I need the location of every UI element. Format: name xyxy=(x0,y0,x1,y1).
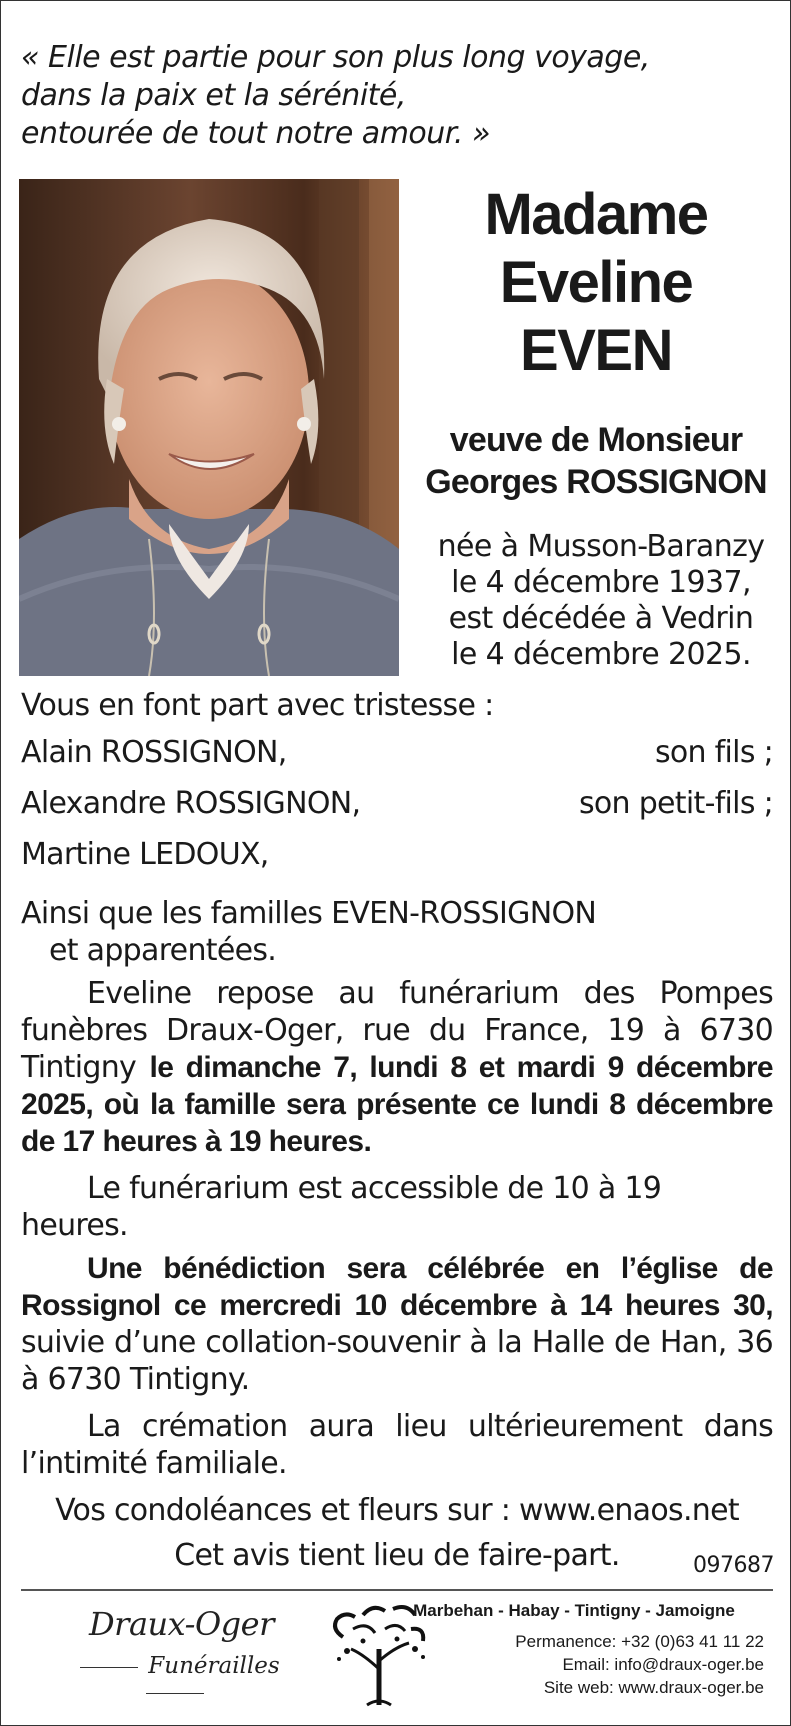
ceremony-text: suivie d’une collation-souvenir à la Halle de Han, 36 à 6730 Tintigny. xyxy=(21,1325,773,1397)
cremation-paragraph: La crémation aura lieu ultérieurement dans l’intimité familiale. xyxy=(21,1409,773,1481)
family-member-relation: son fils ; xyxy=(654,735,773,770)
family-member xyxy=(21,785,773,822)
family-member-name: Alain ROSSIGNON, xyxy=(21,735,287,770)
quote-line: entourée de tout notre amour. » xyxy=(21,116,490,151)
name-first: Eveline xyxy=(499,250,693,315)
access-paragraph: Le funérarium est accessible de 10 à 19 heures. xyxy=(21,1171,662,1243)
epigraph-quote xyxy=(21,39,781,153)
family-member-name: Alexandre ROSSIGNON, xyxy=(21,786,361,821)
families-line: et apparentées. xyxy=(49,933,277,968)
quote-line: dans la paix et la sérénité, xyxy=(21,78,406,113)
families-line: Ainsi que les familles EVEN-ROSSIGNON xyxy=(21,896,597,931)
ceremony-paragraph xyxy=(21,1250,773,1398)
repose-paragraph xyxy=(21,975,773,1160)
family-member-relation: son petit-fils ; xyxy=(578,786,773,821)
funeral-home-towns: Marbehan - Habay - Tintigny - Jamoigne xyxy=(413,1601,735,1620)
name-last: EVEN xyxy=(520,318,672,383)
quote-line: « Elle est partie pour son plus long voyage, xyxy=(21,40,650,75)
birth-death-info xyxy=(411,529,791,673)
funeral-home-contact xyxy=(364,1599,764,1699)
name-title: Madame xyxy=(484,182,708,247)
repose-dates: le dimanche 7, lundi 8 et mardi 9 décembre 2025, où la famille sera présente ce lundi 8 décembre de 17 heures à 19 heures. xyxy=(21,1051,773,1158)
birth-line: le 4 décembre 2025. xyxy=(451,637,751,672)
portrait-illustration xyxy=(19,179,399,676)
condolences-line: Vos condoléances et fleurs sur : www.enaos.net xyxy=(55,1493,739,1528)
family-member xyxy=(21,836,773,873)
reference-number: 097687 xyxy=(693,1553,774,1578)
birth-line: le 4 décembre 1937, xyxy=(451,565,751,600)
family-section xyxy=(21,687,773,1574)
footer-divider xyxy=(21,1589,773,1591)
widow-of xyxy=(401,419,791,503)
contact-phone: Permanence: +32 (0)63 41 11 22 xyxy=(515,1632,764,1651)
notice-line: Cet avis tient lieu de faire-part. xyxy=(174,1538,620,1573)
family-member xyxy=(21,734,773,771)
birth-line: née à Musson-Baranzy xyxy=(437,529,765,564)
announce-line: Vous en font part avec tristesse : xyxy=(21,688,494,723)
deceased-name xyxy=(401,181,791,385)
repose-text: Eveline repose au funérarium des Pompes funèbres Draux-Oger, rue du France, 19 à 6730 Tintigny xyxy=(21,976,773,1085)
funeral-home-logo-subtitle xyxy=(39,1653,311,1705)
birth-line: est décédée à Vedrin xyxy=(448,601,754,636)
contact-email: Email: info@draux-oger.be xyxy=(562,1655,764,1674)
widow-line: veuve de Monsieur xyxy=(449,421,743,459)
contact-website: Site web: www.draux-oger.be xyxy=(543,1678,764,1697)
logo-subtitle-text: Funérailles xyxy=(148,1653,280,1679)
funeral-home-logo-title: Draux-Oger xyxy=(89,1605,274,1643)
ceremony-details: Une bénédiction sera célébrée en l’église de Rossignol ce mercredi 10 décembre à 14 heures 30, xyxy=(21,1252,773,1322)
widow-line: Georges ROSSIGNON xyxy=(425,463,767,501)
portrait-photo xyxy=(19,179,399,676)
family-member-name: Martine LEDOUX, xyxy=(21,837,269,872)
